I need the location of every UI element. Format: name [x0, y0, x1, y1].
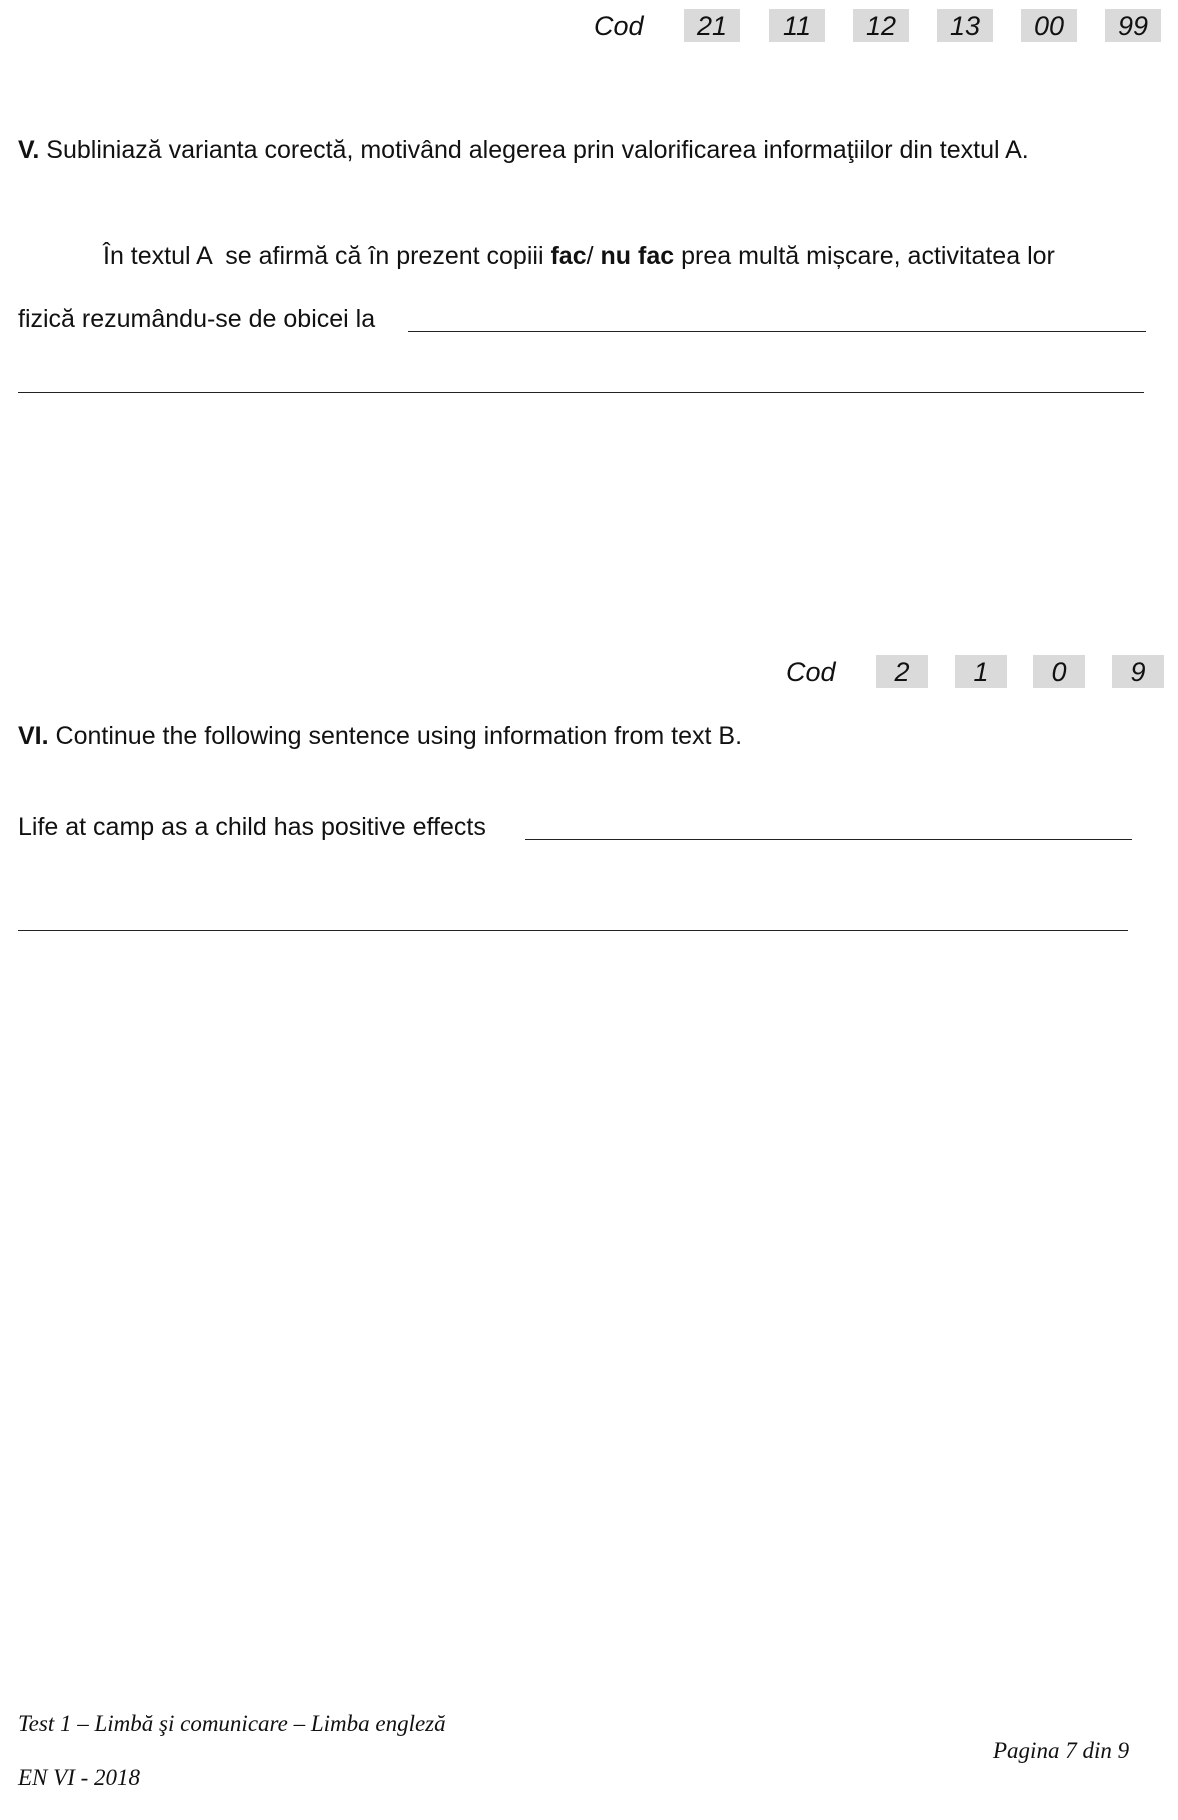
- section-v-number: V.: [18, 136, 40, 164]
- code-box: 2: [876, 655, 928, 688]
- answer-line[interactable]: [18, 392, 1144, 393]
- section-v-sentence-line1: [103, 240, 1055, 272]
- code-box: 12: [853, 9, 909, 42]
- answer-line[interactable]: [18, 930, 1128, 931]
- code-label: Cod: [594, 11, 644, 41]
- code-box: 11: [769, 9, 825, 42]
- code-label: Cod: [786, 657, 836, 687]
- code-box: 1: [955, 655, 1007, 688]
- sentence-end: prea multă mișcare, activitatea lor: [681, 242, 1055, 270]
- footer-page-number: Pagina 7 din 9: [993, 1738, 1130, 1763]
- code-box: 21: [684, 9, 740, 42]
- section-v-instruction: [18, 134, 1029, 166]
- answer-line[interactable]: [525, 839, 1132, 840]
- code-row-top: [0, 0, 1178, 50]
- footer-exam-code: EN VI - 2018: [18, 1765, 141, 1790]
- code-box: 99: [1105, 9, 1161, 42]
- option-fac[interactable]: fac: [550, 242, 587, 270]
- section-vi-instruction: [18, 720, 742, 752]
- code-box: 9: [1112, 655, 1164, 688]
- section-v-instruction-text: Subliniază varianta corectă, motivând alegerea prin valorificarea informaţiilor din textul A.: [46, 136, 1029, 164]
- option-separator: /: [586, 242, 594, 270]
- code-box: 0: [1033, 655, 1085, 688]
- code-box: 13: [937, 9, 993, 42]
- code-row-bottom: [0, 650, 1178, 700]
- code-box: 00: [1021, 9, 1077, 42]
- option-nu-fac[interactable]: nu fac: [600, 242, 675, 270]
- sentence-start: În textul A se afirmă că în prezent copiii: [103, 242, 544, 270]
- answer-line[interactable]: [408, 331, 1146, 332]
- section-vi-sentence: Life at camp as a child has positive effects: [18, 813, 486, 841]
- footer-test-title: Test 1 – Limbă şi comunicare – Limba engleză: [18, 1711, 446, 1736]
- section-vi-instruction-text: Continue the following sentence using information from text B.: [55, 722, 743, 750]
- section-v-sentence-line2: fizică rezumându-se de obicei la: [18, 305, 376, 333]
- section-vi-number: VI.: [18, 722, 49, 750]
